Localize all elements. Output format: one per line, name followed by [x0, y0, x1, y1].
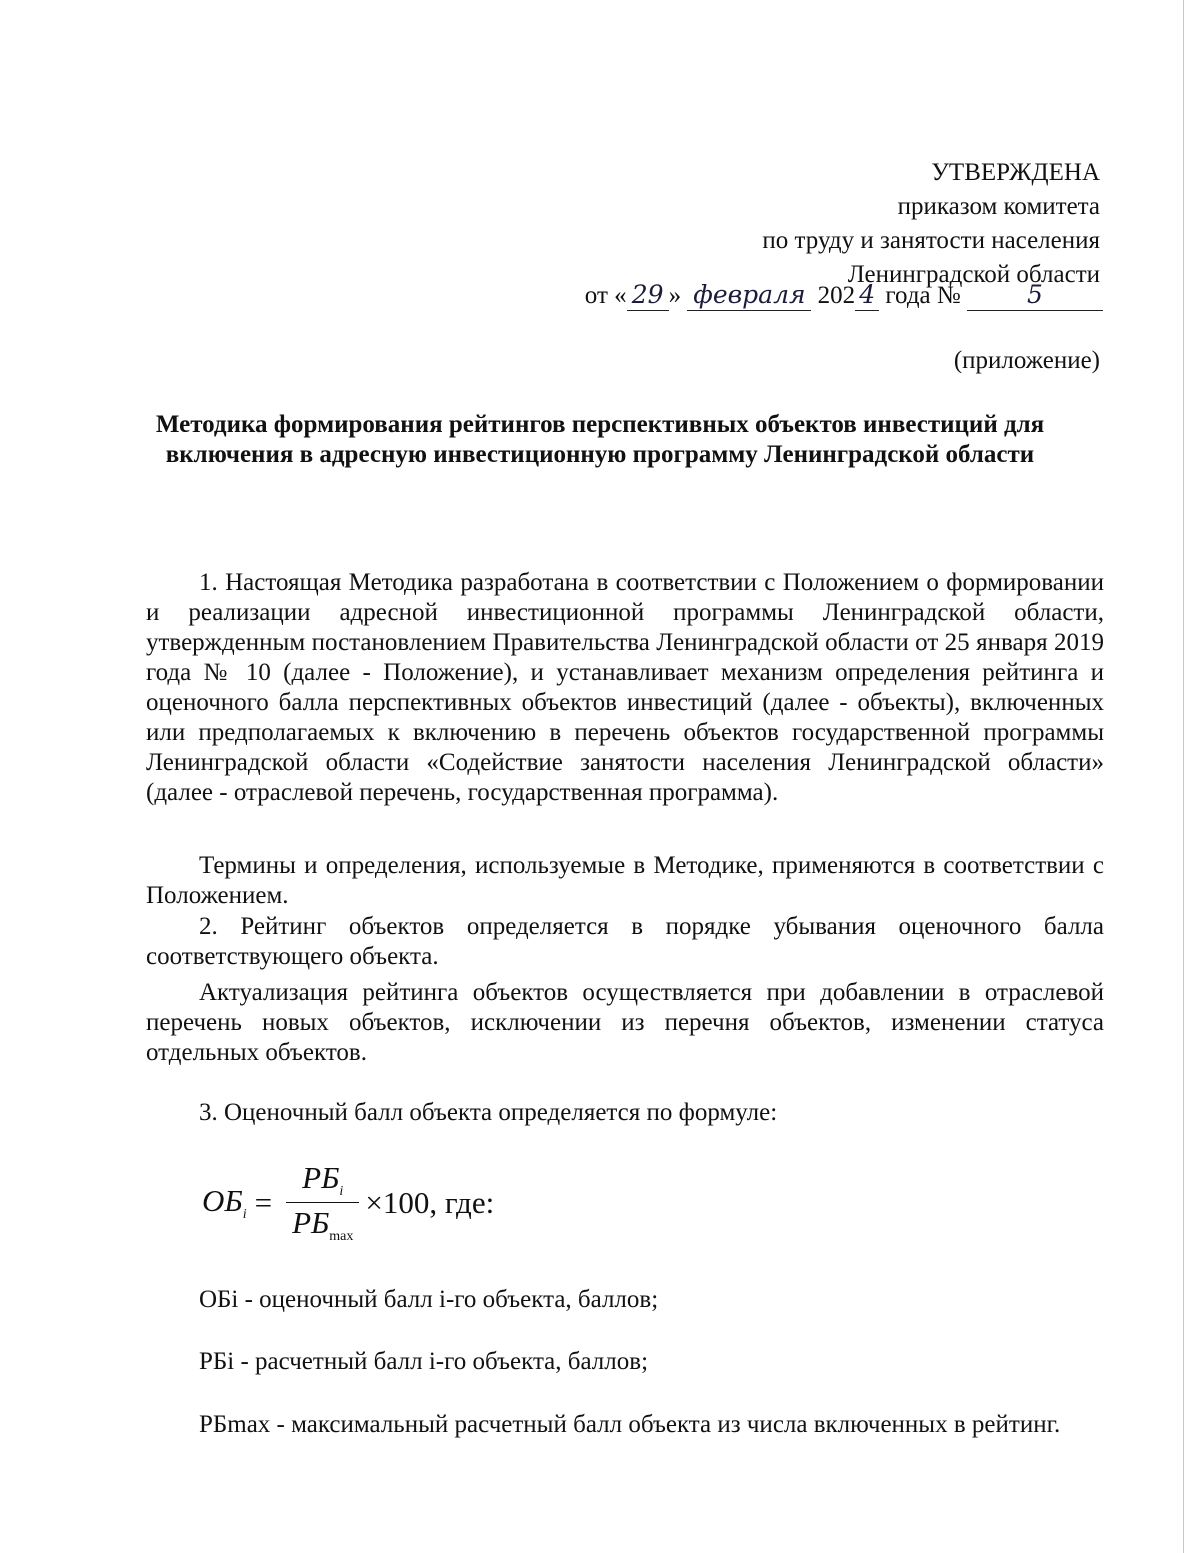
handwritten-day: 29 [627, 280, 669, 311]
score-formula [202, 1160, 494, 1245]
stamp-approved: УТВЕРЖДЕНА [931, 159, 1100, 186]
order-date-line [585, 280, 1103, 311]
order-number-label: года № [885, 282, 961, 309]
formula-tail: ×100, где: [365, 1184, 495, 1220]
paragraph-2: 2. Рейтинг объектов определяется в порядке убывания оценочного балла соответствующего объекта. [146, 913, 1104, 970]
paragraph-actualization: Актуализация рейтинга объектов осуществляется при добавлении в отраслевой перечень новых объектов, исключении из перечня объектов, изменении статуса отдельных объектов. [146, 979, 1104, 1066]
stamp-line-2: по труду и занятости населения [762, 227, 1100, 254]
stamp-line-1: приказом комитета [897, 193, 1100, 220]
formula-denominator: $РБ_{max}$ [292, 1205, 354, 1245]
paragraph-1: 1. Настоящая Методика разработана в соответствии с Положением о формировании и реализации адресной инвестиционной программы Ленинградской области, утвержденным постановлением Правительства Ленинградской области от 25 января 2019 года № 10 (далее - Положение), и устанавливает механизм определения рейтинга и оценочного балла перспективных объектов инвестиций (далее - объекты), включенных или предполагаемых к включению в перечень объектов государственной программы Ленинградской области «Содействие занятости населения Ленинградской области» (далее - отраслевой перечень, государственная программа). [146, 569, 1104, 806]
handwritten-year-digit: 4 [855, 280, 879, 311]
formula-numerator: $РБ_i$ [302, 1160, 344, 1200]
approval-stamp [762, 156, 1100, 292]
definition-ob: ОБi - оценочный балл i-го объекта, баллов; [199, 1286, 659, 1313]
scan-edge-line [1183, 0, 1184, 1553]
definition-rbmax: РБmax - максимальный расчетный балл объекта из числа включенных в рейтинг. [199, 1411, 1061, 1438]
formula-equals: = [254, 1184, 273, 1220]
formula-fraction [286, 1160, 359, 1245]
date-quote-close: » [668, 282, 682, 309]
stamp-line-3: Ленинградской области [847, 261, 1100, 288]
paragraph-terms: Термины и определения, используемые в Методике, применяются в соответствии с Положением. [146, 852, 1104, 909]
paragraph-3: 3. Оценочный балл объекта определяется по формуле: [199, 1099, 778, 1126]
definition-rb: РБi - расчетный балл i-го объекта, баллов; [199, 1348, 649, 1375]
year-prefix: 202 [817, 282, 856, 309]
handwritten-order-number: 5 [967, 280, 1103, 311]
date-prefix: от « [584, 282, 627, 309]
formula-lhs: $ОБ_i$ [202, 1182, 247, 1222]
annex-label: (приложение) [953, 347, 1100, 374]
handwritten-month: февраля [687, 280, 811, 311]
document-title: Методика формирования рейтингов перспективных объектов инвестиций для включения в адресную инвестиционную программу Ленинградской области [155, 411, 1045, 468]
